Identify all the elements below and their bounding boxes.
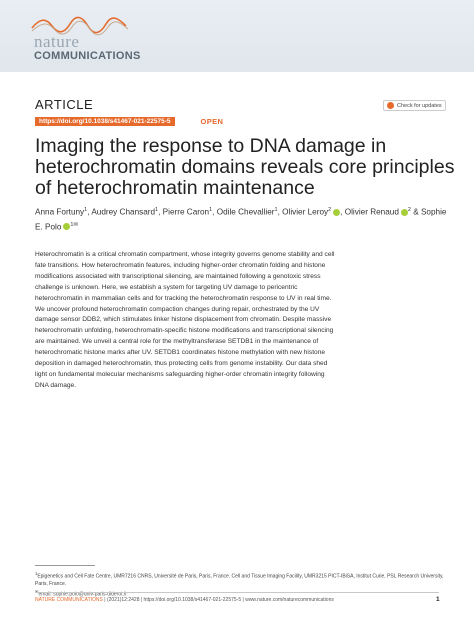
author-name[interactable]: Olivier Renaud	[344, 207, 399, 217]
author-list: Anna Fortuny$^1$, Audrey Chansard$^1$, Pierre Caron$^1$, Odile Chevallier$^1$, Olivier Leroy$^2$ , Olivier Renaud $^2$ & Sophie E. Polo $^{1✉}$	[35, 207, 447, 232]
logo-nature-text: nature	[34, 32, 80, 51]
author-affiliation: 1	[209, 207, 213, 213]
author-name[interactable]: Pierre Caron	[162, 207, 210, 217]
check-updates-icon	[387, 102, 394, 109]
article-title: Imaging the response to DNA damage in heterochromatin domains reveals core principles of heterochromatin maintenance	[35, 135, 455, 199]
page-number: 1	[436, 596, 440, 603]
email-marker: ✉	[35, 588, 39, 594]
author-name[interactable]: Audrey Chansard	[91, 207, 156, 217]
author-affiliation: 1	[274, 207, 278, 213]
abstract: Heterochromatin is a critical chromatin compartment, whose integrity governs genome stability and cell fate transitions. How heterochromatin features, including higher-order chromatin folding and histone modifications associated with transcriptional silencing, are maintained following a genotoxic stress challenge is unknown. Here, we establish a system for targeting UV damage to pericentric heterochromatin in mammalian cells and for tracking the heterochromatin response to UV in real time. We uncover profound heterochromatin compaction changes during repair, orchestrated by the UV damage sensor DDB2, which stimulates linker histone displacement from chromatin. Despite massive heterochromatin unfolding, heterochromatin-specific histone modifications and transcriptional silencing are maintained. We unveil a central role for the methyltransferase SETDB1 in the maintenance of heterochromatic histone marks after UV. SETDB1 coordinates histone methylation with new histone deposition in damaged heterochromatin, thus protecting cells from genome instability. Our data shed light on fundamental molecular mechanisms safeguarding higher-order chromatin integrity following DNA damage.	[35, 251, 335, 389]
author-affiliation: 1	[155, 207, 159, 213]
footer-divider	[35, 592, 439, 593]
author-affiliation: 1✉	[70, 221, 79, 228]
footnote-divider	[35, 565, 95, 566]
author-name[interactable]: Sophie E. Polo	[35, 207, 447, 232]
doi-link[interactable]: https://doi.org/10.1038/s41467-021-22575-5	[35, 117, 175, 126]
doi-line	[35, 117, 223, 126]
author-affiliation: 2	[328, 207, 332, 213]
open-access-label: OPEN	[200, 117, 224, 126]
article-type-label: ARTICLE	[35, 97, 94, 112]
check-for-updates-button[interactable]	[383, 100, 446, 111]
author-affiliation: 2	[407, 207, 411, 213]
journal-header-band	[0, 0, 474, 72]
orcid-icon[interactable]	[333, 209, 340, 216]
logo-communications-text: COMMUNICATIONS	[34, 50, 141, 62]
footnote-marker: 1	[35, 571, 38, 576]
corresponding-email[interactable]: email: sophie.polo@univ-paris-diderot.fr	[38, 591, 127, 598]
check-updates-label: Check for updates	[397, 102, 442, 109]
footnotes	[35, 570, 445, 598]
orcid-icon[interactable]	[401, 209, 408, 216]
author-affiliation: 1	[84, 207, 88, 213]
author-name[interactable]: Anna Fortuny	[35, 207, 85, 217]
author-name[interactable]: Olivier Leroy	[282, 207, 329, 217]
affiliations-text: Epigenetics and Cell Fate Centre, UMR7216 CNRS, Université de Paris, Paris, France. Cell and Tissue Imaging Facility, UMR3215 PICT-IBiSA, Institut Curie, PSL Research University, Paris, France.	[35, 573, 444, 587]
journal-logo[interactable]	[30, 14, 150, 64]
author-name[interactable]: Odile Chevallier	[216, 207, 275, 217]
footer-citation[interactable]: | (2021)12:2428 | https://doi.org/10.1038/s41467-021-22575-5 | www.nature.com/naturecommunications	[102, 597, 334, 603]
page-footer	[35, 597, 439, 603]
footer-journal-name: NATURE COMMUNICATIONS	[35, 597, 103, 603]
